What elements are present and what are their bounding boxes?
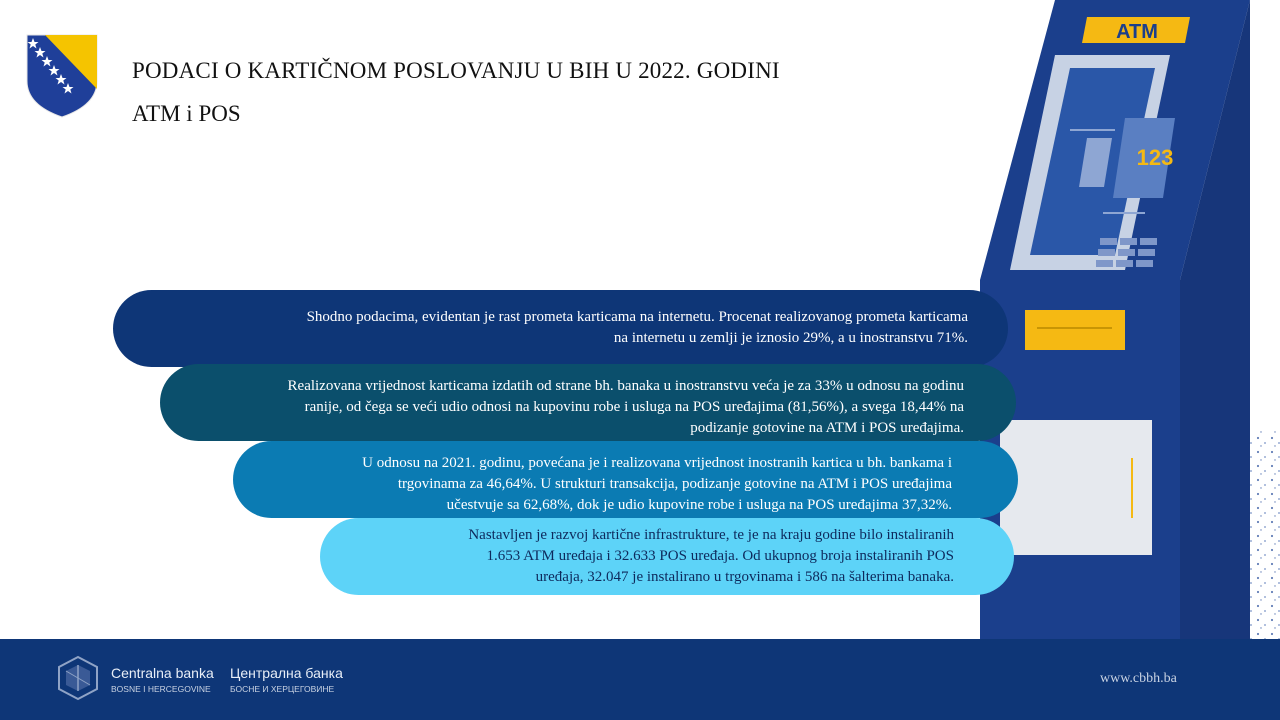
text-line: Shodno podacima, evidentan je rast prometa karticama na internetu. Procenat realizovanog prometa karticama	[306, 309, 968, 325]
atm-label: ATM	[1116, 21, 1158, 43]
coat-of-arms-emblem	[25, 33, 99, 119]
text-line: trgovinama za 46,64%. U strukturi transakcija, podizanje gotovine na ATM i POS uređajima	[397, 476, 952, 492]
text-line: ranije, od čega se veći udio odnosi na kupovinu robe i usluga na POS uređajima (81,56%), a svega 18,44% na	[304, 399, 964, 415]
page-title: PODACI O KARTIČNOM POSLOVANJU U BIH U 2022. GODINI	[132, 58, 780, 83]
text-line: uređaja, 32.047 je instalirano u trgovinama i 586 na šalterima banaka.	[535, 569, 954, 585]
text-line: U odnosu na 2021. godinu, povećana je i realizovana vrijednost inostranih kartica u bh. bankama i	[362, 455, 952, 471]
info-pill-card-infrastructure	[320, 518, 1014, 595]
atm-machine-illustration	[975, 0, 1280, 640]
page-subtitle: ATM i POS	[132, 101, 241, 126]
info-pill-foreign-cards	[233, 441, 1018, 518]
bank-subtitle-latin: BOSNE I HERCEGOVINE	[111, 684, 211, 694]
atm-screen-digits: 123	[1136, 145, 1174, 170]
text-line: podizanje gotovine na ATM i POS uređajima.	[690, 420, 964, 436]
website-link[interactable]: www.cbbh.ba	[1100, 671, 1177, 686]
text-line: na internetu u zemlji je iznosio 29%, a u inostranstvu 71%.	[613, 330, 968, 346]
text-line: Nastavljen je razvoj kartične infrastrukture, te je na kraju godine bilo instaliranih	[468, 527, 954, 543]
text-line: Realizovana vrijednost karticama izdatih od strane bh. banaka u inostranstvu veća je za 33% u odnosu na godinu	[287, 378, 964, 394]
bank-name-cyrillic: Централна банка	[230, 665, 343, 681]
central-bank-logo-icon	[55, 655, 101, 701]
info-pill-internet-turnover	[113, 290, 1008, 367]
bank-subtitle-cyrillic: БОСНЕ И ХЕРЦЕГОВИНЕ	[230, 684, 335, 694]
info-pill-domestic-cards-abroad	[160, 364, 1016, 441]
text-line: 1.653 ATM uređaja i 32.633 POS uređaja. Od ukupnog broja instaliranih POS	[486, 548, 954, 564]
bank-name-latin: Centralna banka	[111, 665, 214, 681]
text-line: učestvuje sa 62,68%, dok je udio kupovine robe i usluga na POS uređajima 37,32%.	[446, 497, 952, 513]
